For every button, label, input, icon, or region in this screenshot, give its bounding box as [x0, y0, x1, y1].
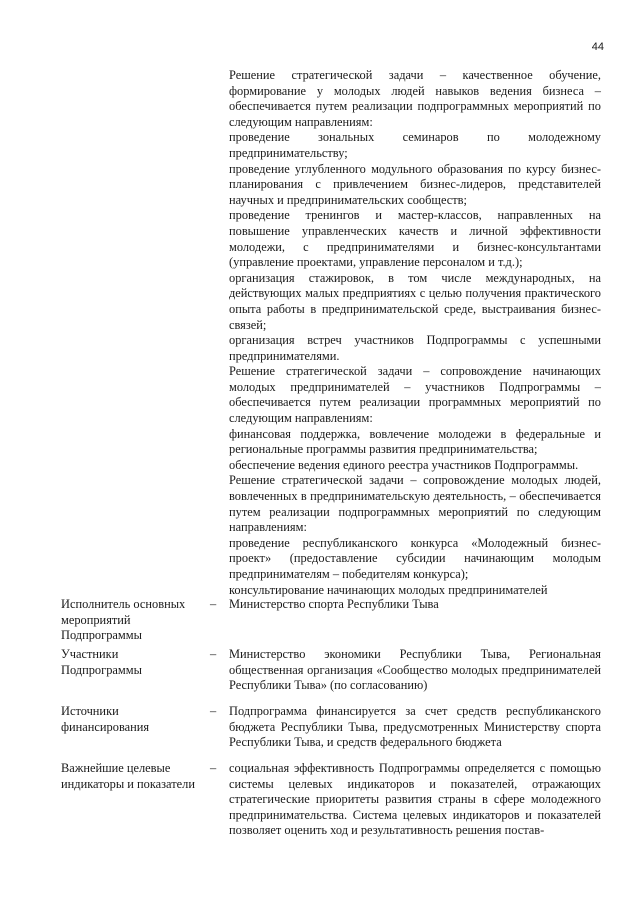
row-label: Исполнитель основных мероприятий Подпрограммы — [61, 597, 186, 643]
paragraph: проведение тренингов и мастер-классов, направленных на повышение управленческих качеств и личной эффективности молодежи, с предпринимателями и бизнес-консультантами (управление проектами, управление персоналом и т.д.); — [229, 208, 601, 270]
row-dash: – — [210, 704, 217, 718]
paragraph: проведение зональных семинаров по молодежному предпринимательству; — [229, 130, 601, 160]
paragraph: Решение стратегической задачи – качественное обучение, формирование у молодых людей навыков ведения бизнеса – обеспечивается путем реализации подпрограммных мероприятий по следующим направлениям: — [229, 68, 601, 129]
paragraph: организация встреч участников Подпрограммы с успешными предпринимателями. — [229, 333, 601, 363]
main-text-block — [229, 68, 601, 598]
row-dash: – — [210, 597, 217, 611]
paragraph: финансовая поддержка, вовлечение молодежи в федеральные и региональные программы развития предпринимательства; — [229, 426, 601, 457]
paragraph: проведение углубленного модульного образования по курсу бизнес-планирования с привлечением бизнес-лидеров, представителей научных и предпринимательских сообществ; — [229, 161, 601, 207]
row-label: Источники финансирования — [61, 704, 150, 734]
paragraph: Решение стратегической задачи – сопровождение начинающих молодых предпринимателей – участников Подпрограммы – обеспечивается путем реализации программных мероприятий по следующим направлениям: — [229, 364, 601, 426]
row-dash: – — [210, 761, 217, 775]
row-value: Министерство спорта Республики Тыва — [229, 597, 439, 611]
paragraph: консультирование начинающих молодых предпринимателей — [229, 582, 548, 597]
page-number: 44 — [591, 41, 604, 53]
row-value: Министерство экономики Республики Тыва, Региональная общественная организация «Сообщество молодых предпринимателей Республики Тыва» (по согласованию) — [229, 647, 601, 693]
row-label: Участники Подпрограммы — [61, 647, 142, 677]
row-dash: – — [210, 647, 217, 661]
paragraph: обеспечение ведения единого реестра участников Подпрограммы. — [229, 457, 579, 472]
row-value: социальная эффективность Подпрограммы определяется с помощью системы целевых индикаторов и показателей, отражающих стратегические приоритеты развития страны в сфере молодежного предпринимательства. Система целевых индикаторов и показателей позволяет оценить ход и результативность решения постав- — [229, 761, 601, 838]
paragraph: проведение республиканского конкурса «Молодежный бизнес-проект» (предоставление субсидии начинающим молодым предпринимателям – победителям конкурса); — [229, 535, 601, 581]
paragraph: Решение стратегической задачи – сопровождение молодых людей, вовлеченных в предпринимательскую деятельность, – обеспечивается путем реализации подпрограммных мероприятий по следующим направлениям: — [229, 473, 601, 535]
paragraph: организация стажировок, в том числе международных, на действующих малых предприятиях с целью получения практического опыта работы в предпринимательской среде, выстраивания бизнес-связей; — [229, 270, 601, 332]
row-value: Подпрограмма финансируется за счет средств республиканского бюджета Республики Тыва, предусмотренных Министерству спорта Республики Тыва, и средств федерального бюджета — [229, 704, 601, 750]
row-label: Важнейшие целевые индикаторы и показатели — [61, 761, 195, 791]
